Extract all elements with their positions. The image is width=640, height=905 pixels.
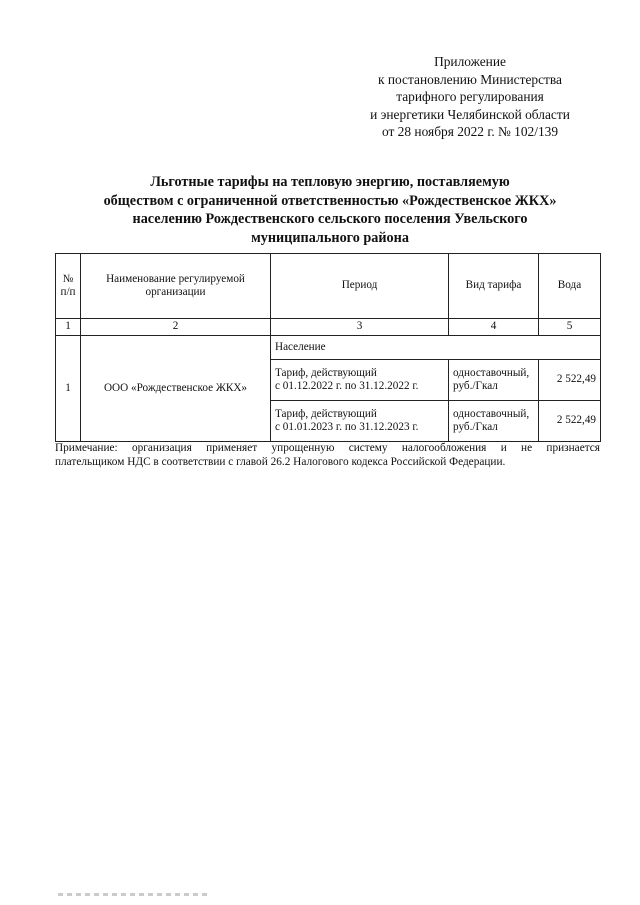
column-number: 3 [271,319,449,336]
tariff-period-line1: Тариф, действующий [275,366,377,379]
tariff-period [271,360,449,401]
column-number: 4 [449,319,539,336]
tariff-period-line1: Тариф, действующий [275,407,377,420]
organization-name: ООО «Рождественское ЖКХ» [81,336,271,442]
row-number: 1 [56,336,81,442]
header-period: Период [271,254,449,319]
tariff-type-line2: руб./Гкал [453,421,498,433]
table-header-row [56,254,601,319]
header-number-line1: № [62,272,74,285]
header-water: Вода [539,254,601,319]
header-organization [81,254,271,319]
title-line: Льготные тарифы на тепловую энергию, поставляемую [150,174,510,190]
tariff-water-value: 2 522,49 [539,401,601,442]
appendix-line: к постановлению Министерства [378,71,562,87]
consumer-group: Население [271,336,601,360]
tariff-water-value: 2 522,49 [539,360,601,401]
header-organization-line1: Наименование регулируемой [106,272,245,285]
tariff-type [449,401,539,442]
table-row [56,336,601,360]
tariff-type [449,360,539,401]
header-number-line2: п/п [60,286,76,298]
tariff-period [271,401,449,442]
tariff-table [55,253,601,442]
header-tariff-type: Вид тарифа [449,254,539,319]
title-line: обществом с ограниченной ответственностью «Рождественское ЖКХ» [103,192,557,209]
appendix-line: тарифного регулирования [396,89,544,104]
title-line: муниципального района [251,229,409,246]
footnote-line: плательщиком НДС в соответствии с главой 26.2 Налогового кодекса Российской Федерации. [55,456,506,468]
header-number [56,254,81,319]
tariff-type-line2: руб./Гкал [453,380,498,392]
appendix-line: и энергетики Челябинской области [370,106,570,122]
footnote-line: Примечание: организация применяет упрощенную систему налогообложения и не признается [55,442,600,454]
tariff-type-line1: одноставочный, [453,407,530,420]
column-number: 1 [56,319,81,336]
title-line: населению Рождественского сельского поселения Увельского [132,211,528,227]
tariff-period-line2: с 01.12.2022 г. по 31.12.2022 г. [275,380,419,392]
appendix-line: от 28 ноября 2022 г. № 102/139 [381,124,559,139]
footnote [55,441,600,469]
tariff-period-line2: с 01.01.2023 г. по 31.12.2023 г. [275,421,419,433]
document-title [60,173,600,247]
appendix-header [340,53,600,141]
column-number: 2 [81,319,271,336]
appendix-line: Приложение [434,54,506,69]
header-organization-line2: организации [145,286,206,298]
scan-artifact [58,893,208,896]
column-number-row [56,319,601,336]
column-number: 5 [539,319,601,336]
tariff-type-line1: одноставочный, [453,366,530,379]
